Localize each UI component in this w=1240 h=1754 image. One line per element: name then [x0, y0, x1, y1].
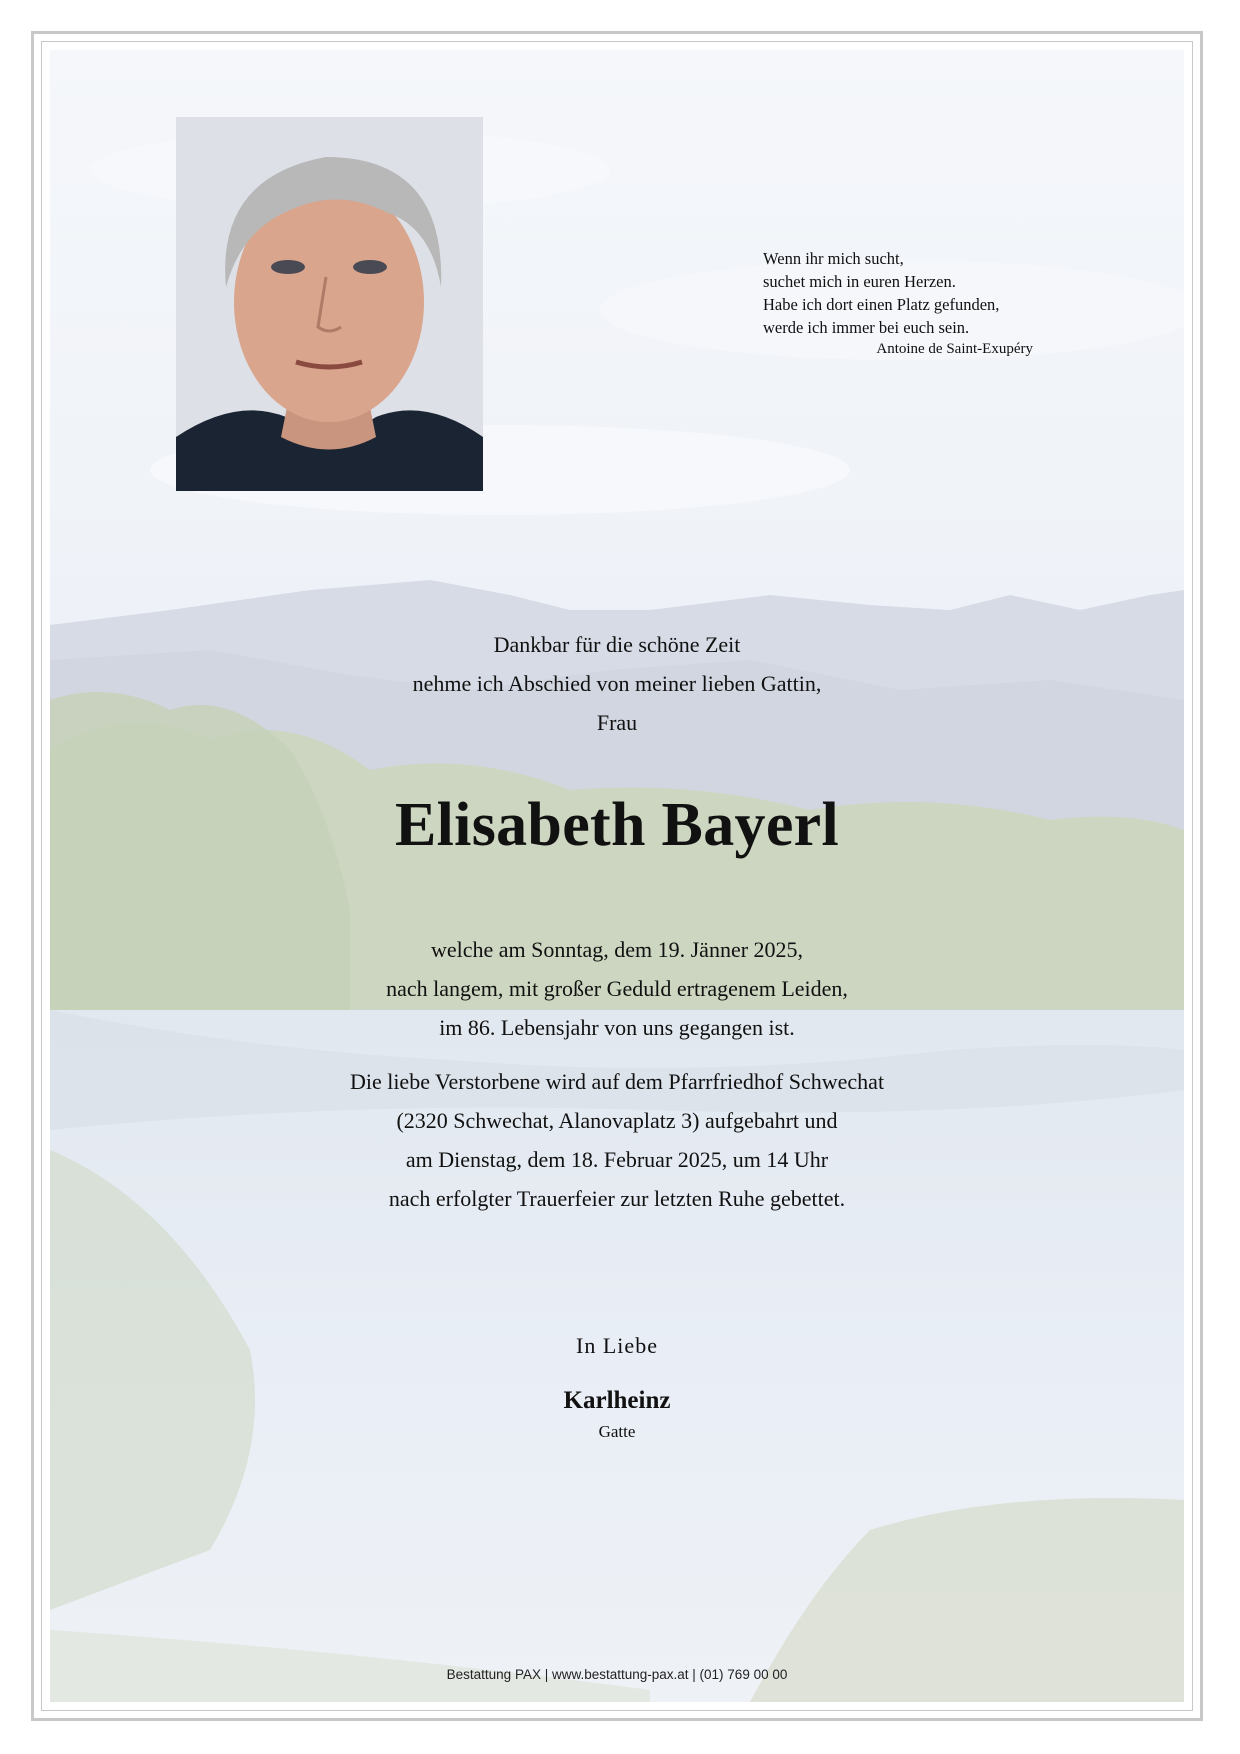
closing-phrase: In Liebe	[576, 1333, 658, 1358]
burial-info-line: am Dienstag, dem 18. Februar 2025, um 14 Uhr	[405, 1147, 829, 1172]
signer-relation: Gatte	[598, 1422, 636, 1441]
funeral-home-footer: Bestattung PAX | www.bestattung-pax.at | (01) 769 00 00	[446, 1667, 788, 1682]
intro-line: Dankbar für die schöne Zeit	[493, 632, 741, 657]
deceased-name: Elisabeth Bayerl	[395, 791, 839, 859]
death-info-line: nach langem, mit großer Geduld ertragenem Leiden,	[386, 976, 848, 1001]
burial-info	[50, 1062, 1184, 1218]
quote-line: suchet mich in euren Herzen.	[763, 272, 956, 291]
intro-text	[50, 625, 1184, 742]
memorial-quote	[763, 247, 1053, 359]
signer-name: Karlheinz	[563, 1387, 671, 1414]
portrait-photo	[176, 117, 483, 491]
intro-line: nehme ich Abschied von meiner lieben Gattin,	[412, 671, 822, 696]
quote-line: Habe ich dort einen Platz gefunden,	[763, 295, 1000, 314]
burial-info-line: nach erfolgter Trauerfeier zur letzten Ruhe gebettet.	[388, 1186, 846, 1211]
burial-info-line: Die liebe Verstorbene wird auf dem Pfarrfriedhof Schwechat	[349, 1069, 885, 1094]
quote-line: werde ich immer bei euch sein.	[763, 318, 970, 337]
quote-author: Antoine de Saint-Exupéry	[876, 341, 1033, 357]
death-info-line: im 86. Lebensjahr von uns gegangen ist.	[439, 1015, 795, 1040]
quote-line: Wenn ihr mich sucht,	[763, 249, 904, 268]
death-info-line: welche am Sonntag, dem 19. Jänner 2025,	[430, 937, 804, 962]
burial-info-line: (2320 Schwechat, Alanovaplatz 3) aufgebahrt und	[396, 1108, 838, 1133]
death-info	[50, 930, 1184, 1047]
intro-line: Frau	[596, 710, 638, 735]
